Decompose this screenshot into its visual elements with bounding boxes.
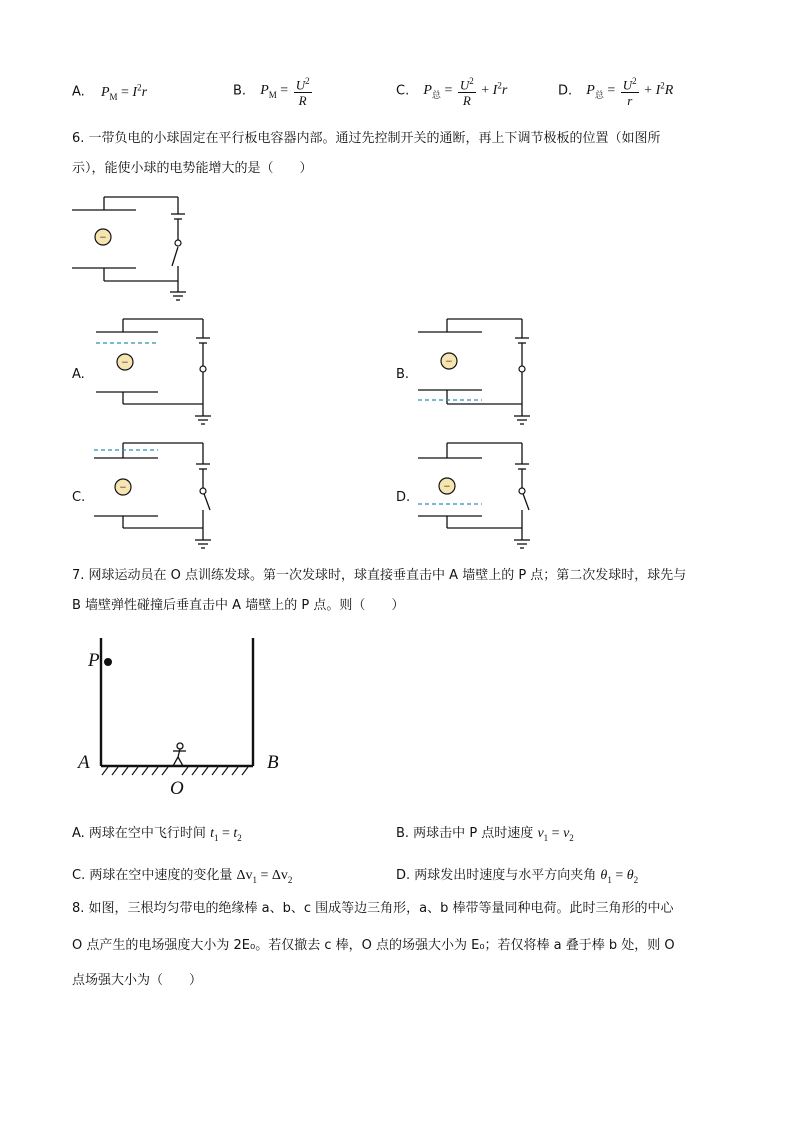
q7-option-b: B. 两球击中 P 点时速度 $v_1 = v_2$ [396,826,574,843]
q6-option-d-label: D. [396,490,411,505]
svg-text:−: − [121,355,129,369]
q6-stem-line2: 示），能使小球的电势能增大的是（ ） [72,161,313,176]
q5-formula-c: $P_总$ = $\frac{U^2}{R}$ + $I^2r$ [423,76,508,109]
q7-court-figure [76,630,296,802]
negative-charge-icon [115,479,131,495]
q7-option-c: C. 两球在空中速度的变化量 $\Delta v_1 = \Delta v_2$ [72,868,293,885]
ground-hatching [102,767,248,775]
label-p: P [88,650,100,671]
q7-stem-line2: B 墙壁弹性碰撞后垂直击中 A 墙壁上的 P 点。则（ ） [72,598,405,613]
label-b: B [267,752,279,773]
svg-text:−: − [443,479,451,493]
q5-option-d [558,74,673,108]
q6-option-d-circuit [414,438,544,554]
q6-option-a-label: A. [72,367,85,382]
negative-charge-icon [117,354,133,370]
negative-charge-icon [441,353,457,369]
option-d-label: D. [558,83,573,99]
svg-text:−: − [445,354,453,368]
q5-option-a [72,82,147,101]
option-a-label: A. [72,84,85,100]
point-p-dot [104,658,112,666]
q5-option-c [396,74,507,108]
q6-option-c-circuit [90,438,220,554]
q7-option-d: D. 两球发出时速度与水平方向夹角 $\theta_1 = \theta_2$ [396,868,639,885]
svg-text:−: − [99,230,107,244]
q8-stem-line2: O 点产生的电场强度大小为 2E₀。若仅撤去 c 棒，O 点的场强大小为 E₀；若仅将棒 a 叠于棒 b 处，则 O [72,938,675,953]
negative-charge-icon [439,478,455,494]
option-b-label: B. [233,83,247,99]
q5-option-b [233,74,314,108]
q6-stem-line1: 6. 一带负电的小球固定在平行板电容器内部。通过先控制开关的通断，再上下调节极板的位置（如图所 [72,131,661,146]
q5-formula-b: $P_M$ = $\frac{U^2}{R}$ [260,76,310,109]
label-o: O [170,778,184,799]
q6-base-circuit [70,192,200,304]
q8-stem-line3: 点场强大小为（ ） [72,973,203,988]
negative-charge-icon [95,229,111,245]
q6-option-b-circuit [414,314,544,430]
svg-text:−: − [119,480,127,494]
q5-formula-a: $P_M = I^2r$ [100,82,148,102]
q6-option-c-label: C. [72,490,86,505]
option-c-label: C. [396,83,410,99]
q5-formula-d: $P_总$ = $\frac{U^2}{r}$ + $I^2R$ [586,76,674,109]
q6-option-a-circuit [90,314,220,430]
tennis-player-icon [173,743,186,766]
q7-option-a: A. 两球在空中飞行时间 $t_1 = t_2$ [72,826,242,843]
q7-stem-line1: 7. 网球运动员在 O 点训练发球。第一次发球时，球直接垂直击中 A 墙壁上的 P 点；第二次发球时，球先与 [72,568,687,583]
label-a: A [78,752,90,773]
q6-option-b-label: B. [396,367,410,382]
q8-stem-line1: 8. 如图，三根均匀带电的绝缘棒 a、b、c 围成等边三角形，a、b 棒带等量同种电荷。此时三角形的中心 [72,901,674,916]
